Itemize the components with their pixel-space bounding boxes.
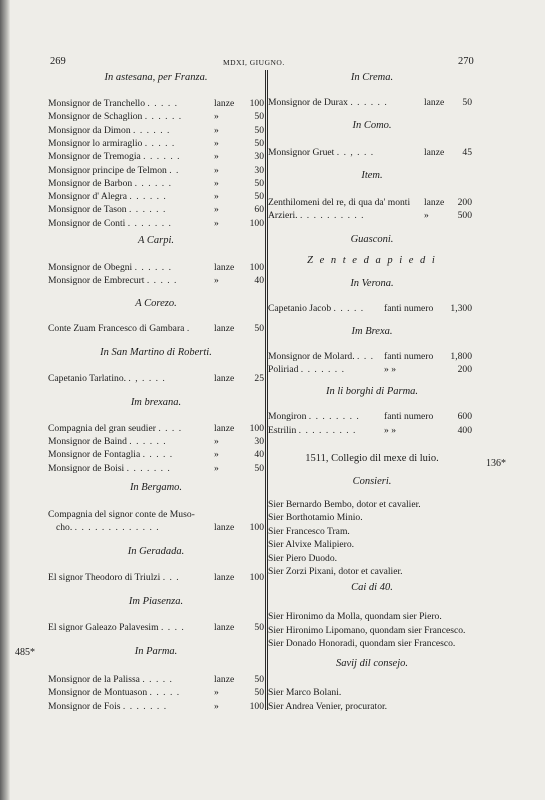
- entry-unit: »: [214, 151, 219, 163]
- leader-dots: .: [186, 323, 191, 334]
- list-item: [268, 424, 476, 437]
- list-item: [268, 146, 476, 159]
- section-heading: Consieri.: [352, 476, 392, 487]
- entry-name: Monsignor Gruet . . , . . .: [268, 147, 375, 158]
- entry-name: El signor Theodoro di Triulzi . . .: [48, 572, 180, 583]
- entry-unit: »: [424, 210, 429, 221]
- entry-quantity: 50: [254, 674, 264, 685]
- entry-quantity: 50: [254, 111, 264, 123]
- leader-dots: . . . . .: [142, 674, 173, 685]
- entry-unit: »: [214, 700, 219, 712]
- entry-unit: »: [214, 436, 219, 448]
- entry-name: Zenthilomeni del re, di qua da' monti: [268, 197, 411, 208]
- leader-dots: . .: [169, 164, 180, 176]
- text-line: Sier Andrea Venier, procurator.: [268, 700, 388, 712]
- entry-quantity: 200: [457, 364, 472, 375]
- text-line: Sier Hironimo Lipomano, quondam sier Francesco.: [268, 624, 466, 636]
- entry-quantity: 60: [254, 204, 264, 216]
- list-item: [48, 177, 264, 190]
- section-heading: In Bergamo.: [129, 482, 183, 493]
- list-item: [48, 448, 264, 461]
- entry-name: Monsignor de Barbon . . . . . .: [48, 177, 172, 189]
- section-heading: In Crema.: [350, 72, 394, 83]
- entry-name: Monsignor de Fois . . . . . . .: [48, 700, 168, 712]
- text-line: Sier Donado Honoradi, quondam sier Francesco.: [268, 638, 456, 649]
- entry-unit: lanze: [214, 622, 235, 633]
- entry-unit: lanze: [214, 373, 235, 384]
- entry-name: Poliriad . . . . . . .: [268, 364, 345, 375]
- entry-unit: lanze: [214, 262, 235, 273]
- entry-name: Monsignor de Durax . . . . . .: [268, 97, 388, 108]
- entry-name: Mongiron . . . . . . . .: [268, 411, 360, 422]
- entry-quantity: 50: [254, 124, 264, 136]
- list-item: [48, 274, 264, 287]
- entry-quantity: 50: [462, 97, 472, 108]
- list-item: [48, 164, 264, 177]
- entry-quantity: 100: [249, 522, 264, 533]
- text-line: Sier Borthotamio Minio.: [268, 512, 363, 524]
- entry-unit: » »: [384, 425, 396, 436]
- section-heading: In Parma.: [134, 646, 178, 657]
- section-heading: A Carpi.: [138, 235, 174, 246]
- page-number-right: 270: [458, 56, 474, 67]
- list-item: [48, 137, 264, 150]
- entry-unit: »: [214, 204, 219, 216]
- entry-quantity: 50: [254, 177, 264, 189]
- entry-unit: fanti numero: [384, 303, 434, 314]
- section-heading: In San Martino di Roberti.: [100, 347, 212, 358]
- list-item: [48, 700, 264, 713]
- entry-unit: »: [214, 191, 219, 203]
- entry-unit: lanze: [214, 572, 235, 583]
- leader-dots: . . . . . .: [133, 124, 171, 136]
- entry-name: Compagnia del gran seudier . . . .: [48, 423, 183, 434]
- entry-quantity: 45: [462, 147, 472, 158]
- leader-dots: . . .: [357, 351, 375, 362]
- entry-unit: lanze: [424, 197, 445, 208]
- leader-dots: . . . . .: [144, 137, 176, 149]
- leader-dots: . . . . .: [142, 449, 174, 461]
- list-item: [268, 96, 476, 109]
- leader-dots: . . . . . .: [134, 177, 172, 189]
- list-item: [48, 422, 264, 435]
- entry-name: Monsignor de Tranchello . . . . .: [48, 98, 179, 109]
- entry-name: Capetanio Jacob . . . . .: [268, 303, 365, 314]
- leader-dots: . . . . . . .: [126, 462, 171, 474]
- list-item: [48, 203, 264, 216]
- entry-quantity: 50: [254, 137, 264, 149]
- entry-unit: lanze: [214, 522, 235, 533]
- entry-name: Monsignor principe de Telmon . .: [48, 164, 180, 176]
- text-line: Sier Hironimo da Molla, quondam sier Piero.: [268, 611, 442, 622]
- entry-unit: »: [214, 687, 219, 699]
- list-item: [268, 350, 476, 363]
- entry-quantity: 100: [249, 217, 264, 229]
- text-line: Sier Francesco Tram.: [268, 525, 350, 537]
- entry-name: Capetanio Tarlatino. . , . . . .: [48, 373, 166, 384]
- section-heading: A Corezo.: [135, 298, 177, 309]
- entry-unit: »: [214, 449, 219, 461]
- leader-dots: . , . . . .: [128, 373, 166, 384]
- list-item: [48, 686, 264, 699]
- list-item: [268, 410, 476, 423]
- entry-quantity: 100: [249, 262, 264, 273]
- section-heading: Im Brexa.: [351, 326, 393, 337]
- entry-quantity: 50: [254, 323, 264, 334]
- leader-dots: . . . . . . . .: [308, 411, 360, 422]
- leader-dots: . . . .: [158, 423, 183, 434]
- margin-note-left: 485*: [15, 647, 35, 658]
- entry-name: Monsignor de Montuason . . . . .: [48, 687, 181, 699]
- entry-name: Monsignor de Tason . . . . . .: [48, 204, 167, 216]
- leader-dots: . . . . . .: [350, 97, 388, 108]
- entry-name: Monsignor de Molard. . . .: [268, 351, 375, 362]
- entry-quantity: 40: [254, 449, 264, 461]
- list-item: [48, 372, 264, 385]
- entry-quantity: 200: [457, 197, 472, 208]
- list-item: [48, 190, 264, 203]
- section-heading: Guasconi.: [350, 234, 394, 245]
- list-item: [268, 196, 476, 209]
- leader-dots: . . . . . .: [129, 436, 167, 448]
- leader-dots: . . . . . .: [128, 204, 167, 216]
- page-gutter-shadow: [0, 0, 10, 800]
- entry-unit: »: [214, 137, 219, 149]
- text-line: Sier Piero Duodo.: [268, 552, 338, 564]
- entry-quantity: 40: [254, 275, 264, 286]
- running-header: MDXI, GIUGNO.: [223, 58, 285, 67]
- leader-dots: . . . . .: [147, 98, 179, 109]
- entry-unit: lanze: [424, 147, 445, 158]
- entry-quantity: 500: [457, 210, 472, 221]
- entry-quantity: 30: [254, 436, 264, 448]
- entry-unit: »: [214, 124, 219, 136]
- list-item: [48, 124, 264, 137]
- entry-quantity: 50: [254, 191, 264, 203]
- entry-unit: » »: [384, 364, 396, 375]
- entry-quantity: 100: [249, 572, 264, 583]
- entry-name: Monsignor de Embrecurt . . . . .: [48, 275, 178, 286]
- entry-quantity: 30: [254, 164, 264, 176]
- page-number-left: 269: [50, 56, 66, 67]
- list-item: [48, 150, 264, 163]
- section-heading: In astesana, per Franza.: [104, 72, 208, 83]
- entry-unit: lanze: [214, 98, 235, 109]
- entry-name: Monsignor lo armiraglio . . . . .: [48, 137, 176, 149]
- entry-unit: lanze: [214, 674, 235, 685]
- entry-name: El signor Galeazo Palavesim . . . .: [48, 622, 185, 633]
- list-item: [48, 261, 264, 274]
- entry-quantity: 100: [249, 423, 264, 434]
- entry-name: Monsignor da Dimon . . . . . .: [48, 124, 171, 136]
- list-item: [48, 621, 264, 634]
- entry-unit: »: [214, 217, 219, 229]
- entry-name: Monsignor de Fontaglia . . . . .: [48, 449, 174, 461]
- entry-unit: lanze: [214, 323, 235, 334]
- section-heading: In Como.: [352, 120, 392, 131]
- list-item: [48, 462, 264, 475]
- entry-quantity: 400: [457, 425, 472, 436]
- list-item: [268, 209, 476, 222]
- list-item: [48, 97, 264, 110]
- entry-name: Monsignor d' Alegra . . . . . .: [48, 191, 167, 203]
- text-line: Compagnia del signor conte de Muso-: [48, 509, 195, 520]
- entry-quantity: 600: [457, 411, 472, 422]
- leader-dots: . . . . . . .: [122, 700, 168, 712]
- list-item: [48, 322, 264, 335]
- entry-name: Monsignor de Baind . . . . . .: [48, 436, 167, 448]
- entry-name: Monsignor de la Palissa . . . . .: [48, 674, 173, 685]
- text-line: Sier Bernardo Bembo, dotor et cavalier.: [268, 499, 421, 510]
- leader-dots: . . . .: [160, 622, 185, 633]
- text-line: Sier Alvixe Malipiero.: [268, 539, 355, 551]
- entry-name: Conte Zuam Francesco di Gambara .: [48, 323, 191, 334]
- list-item: [48, 673, 264, 686]
- leader-dots: . . , . . .: [336, 147, 375, 158]
- entry-name: Monsignor de Conti . . . . . . .: [48, 217, 172, 229]
- entry-unit: »: [214, 177, 219, 189]
- column-rule: [265, 70, 266, 710]
- list-item: [48, 435, 264, 448]
- section-heading: Im Piasenza.: [128, 596, 184, 607]
- entry-quantity: 100: [249, 98, 264, 109]
- entry-unit: »: [214, 275, 219, 286]
- list-item: [48, 110, 264, 123]
- entry-unit: »: [214, 462, 219, 474]
- leader-dots: . . . . . .: [129, 191, 167, 203]
- entry-name: Monsignor de Schaglion . . . . . .: [48, 111, 183, 123]
- list-item: [48, 571, 264, 584]
- leader-dots: . . . . .: [146, 275, 178, 286]
- section-heading: Im brexana.: [130, 397, 182, 408]
- leader-dots: . . . . . . .: [127, 217, 172, 229]
- section-heading: Item.: [361, 170, 383, 181]
- entry-unit: »: [214, 111, 219, 123]
- leader-dots: . . . . . .: [143, 151, 181, 163]
- entry-quantity: 30: [254, 151, 264, 163]
- text-line: Sier Zorzi Pixani, dotor et cavalier.: [268, 566, 403, 577]
- entry-name: Estrilin . . . . . . . . .: [268, 425, 357, 436]
- leader-dots: . . . . . .: [144, 111, 183, 123]
- section-heading: Cai di 40.: [351, 582, 393, 593]
- section-heading: Z e n t e d a p i e d i: [307, 255, 437, 266]
- entry-unit: »: [214, 164, 219, 176]
- entry-unit: lanze: [214, 423, 235, 434]
- leader-dots: . . . . .: [149, 687, 181, 699]
- leader-dots: . . .: [162, 572, 180, 583]
- leader-dots: . . . . . . . . . .: [299, 210, 365, 221]
- section-heading: In Verona.: [350, 278, 394, 289]
- section-heading: Savij dil consejo.: [335, 658, 409, 669]
- section-heading: In li borghi di Parma.: [325, 386, 419, 397]
- leader-dots: . . . . . .: [134, 262, 172, 273]
- leader-dots: . . . . .: [333, 303, 365, 314]
- entry-quantity: 1,800: [450, 351, 472, 362]
- entry-quantity: 100: [249, 700, 264, 712]
- leader-dots: . . . . . . . . .: [298, 425, 357, 436]
- leader-dots: . . . . . . . . . . . . .: [74, 522, 160, 533]
- entry-name: Monsignor de Boisi . . . . . . .: [48, 462, 171, 474]
- text-line: Sier Marco Bolani.: [268, 687, 342, 698]
- list-item: [48, 217, 264, 230]
- entry-name: Monsignor de Tremogia . . . . . .: [48, 151, 181, 163]
- entry-unit: fanti numero: [384, 351, 434, 362]
- entry-unit: fanti numero: [384, 411, 434, 422]
- list-item: [268, 363, 476, 376]
- entry-quantity: 50: [254, 462, 264, 474]
- entry-name: cho. . . . . . . . . . . . . .: [56, 522, 160, 533]
- entry-name: Monsignor de Obegni . . . . . .: [48, 262, 172, 273]
- entry-quantity: 1,300: [450, 303, 472, 314]
- list-item: [48, 521, 264, 534]
- entry-quantity: 50: [254, 622, 264, 633]
- margin-note-right: 136*: [486, 458, 506, 469]
- list-item: [268, 302, 476, 315]
- leader-dots: . . . . . . .: [300, 364, 345, 375]
- section-heading: In Geradada.: [127, 546, 185, 557]
- entry-quantity: 50: [254, 687, 264, 699]
- entry-unit: lanze: [424, 97, 445, 108]
- section-heading: 1511, Collegio dil mexe di luio.: [305, 453, 439, 464]
- entry-quantity: 25: [254, 373, 264, 384]
- entry-name: Arzieri. . . . . . . . . . .: [268, 210, 365, 221]
